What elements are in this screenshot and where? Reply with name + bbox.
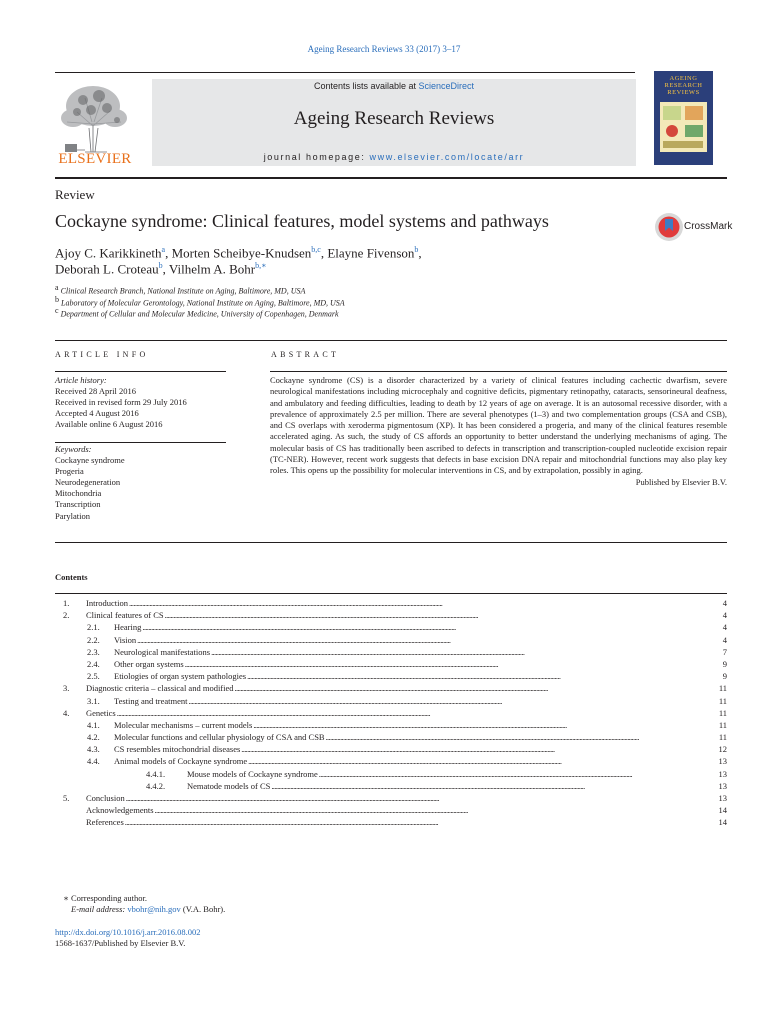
journal-homepage-link[interactable]: www.elsevier.com/locate/arr bbox=[369, 152, 525, 162]
toc-entry-title: Etiologies of organ system pathologies bbox=[114, 671, 247, 682]
toc-entry-number: 4.4.2. bbox=[146, 780, 166, 791]
keywords: Keywords: Cockayne syndrome Progeria Neurodegeneration Mitochondria Transcription Parylation bbox=[55, 444, 125, 521]
toc-entry[interactable] bbox=[55, 670, 727, 682]
toc-leader-dots bbox=[185, 658, 721, 670]
doi-block bbox=[55, 927, 201, 949]
toc-entry-title: CS resembles mitochondrial diseases bbox=[114, 744, 241, 755]
toc-leader-dots bbox=[247, 670, 721, 682]
keyword: Parylation bbox=[55, 510, 90, 521]
toc-entry-number: 2. bbox=[63, 610, 70, 621]
toc-leader-dots bbox=[211, 646, 721, 658]
toc-entry-page: 11 bbox=[718, 707, 727, 718]
toc-entry-title: Acknowledgements bbox=[86, 805, 154, 816]
toc-entry[interactable] bbox=[55, 658, 727, 670]
issn-line: 1568-1637/Published by Elsevier B.V. bbox=[55, 938, 186, 948]
toc-leader-dots bbox=[129, 597, 721, 609]
article-info-heading: ARTICLE INFO bbox=[55, 350, 149, 359]
crossmark-badge[interactable] bbox=[654, 212, 732, 242]
toc-entry-title: References bbox=[86, 817, 124, 828]
toc-entry-title: Neurological manifestations bbox=[114, 646, 211, 657]
toc-entry-page: 4 bbox=[722, 634, 727, 645]
toc-leader-dots bbox=[253, 719, 721, 731]
article-title: Cockayne syndrome: Clinical features, model systems and pathways bbox=[55, 211, 549, 231]
toc-entry-number: 2.3. bbox=[87, 646, 100, 657]
journal-reference[interactable]: Ageing Research Reviews 33 (2017) 3–17 bbox=[307, 44, 461, 54]
toc-entry-number: 4.4.1. bbox=[146, 768, 166, 779]
toc-entry[interactable] bbox=[55, 597, 727, 609]
email-link[interactable]: vbohr@nih.gov bbox=[127, 904, 181, 914]
toc-leader-dots bbox=[319, 768, 721, 780]
toc-leader-dots bbox=[326, 731, 721, 743]
toc-entry-number: 3.1. bbox=[87, 695, 100, 706]
toc-entry-title: Other organ systems bbox=[114, 658, 184, 669]
toc-entry-page: 9 bbox=[722, 658, 727, 669]
toc-entry[interactable] bbox=[55, 719, 727, 731]
abstract-bottom-rule bbox=[55, 542, 727, 543]
journal-name: Ageing Research Reviews bbox=[293, 108, 495, 129]
toc-entry[interactable] bbox=[55, 634, 727, 646]
toc-entry-title: Animal models of Cockayne syndrome bbox=[114, 756, 248, 767]
toc-entry-page: 4 bbox=[722, 598, 727, 608]
article-type: Review bbox=[55, 187, 95, 202]
toc-entry-page: 13 bbox=[718, 780, 727, 791]
toc-entry-title: Nematode models of CS bbox=[187, 780, 271, 791]
toc-entry[interactable] bbox=[55, 755, 727, 767]
author-name: Morten Scheibye-Knudsen bbox=[171, 245, 312, 261]
toc-entry-number: 1. bbox=[63, 598, 70, 608]
toc-entry-number: 4.2. bbox=[87, 732, 100, 743]
crossmark-label: CrossMark bbox=[684, 221, 733, 232]
author-affiliation-marker[interactable]: b,c bbox=[311, 245, 321, 254]
toc-entry-title: Molecular mechanisms – current models bbox=[114, 719, 253, 730]
contents-heading: Contents bbox=[55, 572, 88, 582]
article-history: Article history: Received 28 April 2016 Received in revised form 29 July 2016 Accepted 4 August 2016 Available online 6 August 2016 bbox=[55, 375, 187, 430]
author-affiliation-marker[interactable]: b bbox=[414, 245, 419, 254]
contents-rule bbox=[55, 593, 727, 594]
toc-entry-number: 4.4. bbox=[87, 756, 100, 767]
toc-leader-dots bbox=[241, 743, 721, 755]
keyword: Cockayne syndrome bbox=[55, 455, 125, 466]
keyword: Transcription bbox=[55, 499, 101, 510]
toc-entry-page: 11 bbox=[718, 695, 727, 706]
toc-entry[interactable] bbox=[55, 780, 727, 792]
toc-entry-page: 14 bbox=[718, 817, 727, 828]
toc-leader-dots bbox=[126, 792, 721, 804]
toc-entry[interactable] bbox=[55, 768, 727, 780]
article-info-rule bbox=[55, 371, 226, 372]
toc-entry-title: Testing and treatment bbox=[114, 695, 188, 706]
toc-leader-dots bbox=[235, 682, 721, 694]
toc-entry[interactable] bbox=[55, 621, 727, 633]
toc-entry-page: 12 bbox=[718, 744, 727, 755]
author-affiliation-marker[interactable]: b bbox=[158, 261, 163, 270]
toc-entry-title: Genetics bbox=[86, 707, 116, 718]
journal-homepage-line: journal homepage: www.elsevier.com/locate/arr bbox=[263, 152, 525, 162]
toc-entry[interactable] bbox=[55, 682, 727, 694]
toc-entry[interactable] bbox=[55, 695, 727, 707]
toc-entry[interactable] bbox=[55, 743, 727, 755]
keywords-rule bbox=[55, 442, 226, 443]
toc-leader-dots bbox=[189, 695, 721, 707]
toc-entry-number: 5. bbox=[63, 793, 70, 803]
toc-entry-title: Introduction bbox=[86, 598, 129, 608]
top-rule bbox=[55, 72, 635, 73]
toc-entry-page: 11 bbox=[718, 683, 727, 694]
elsevier-wordmark: ELSEVIER bbox=[58, 151, 132, 167]
corresponding-author-note: ∗ Corresponding author. E-mail address: vbohr@nih.gov (V.A. Bohr). bbox=[63, 893, 226, 914]
toc-entry-number: 2.2. bbox=[87, 634, 100, 645]
toc-entry-page: 11 bbox=[718, 732, 727, 743]
toc-entry[interactable] bbox=[55, 707, 727, 719]
toc-entry-number: 4. bbox=[63, 707, 70, 718]
toc-entry[interactable] bbox=[55, 609, 727, 621]
toc-entry-number: 3. bbox=[63, 683, 70, 694]
author-name: Ajoy C. Karikkineth bbox=[55, 245, 162, 261]
toc-leader-dots bbox=[137, 634, 721, 646]
author-affiliation-marker[interactable]: b,∗ bbox=[255, 261, 267, 270]
toc-entry-number: 2.5. bbox=[87, 671, 100, 682]
cover-title: AGEING RESEARCH REVIEWS bbox=[664, 75, 703, 96]
sciencedirect-link[interactable]: ScienceDirect bbox=[418, 81, 475, 91]
toc-entry-number: 4.3. bbox=[87, 744, 100, 755]
affiliation: $^c$ Department of Cellular and Molecular Medicine, University of Copenhagen, Denmark bbox=[55, 306, 339, 319]
toc-entry-page: 13 bbox=[718, 793, 727, 803]
toc-leader-dots bbox=[271, 780, 721, 792]
toc-entry-page: 13 bbox=[718, 768, 727, 779]
author-line-2: Deborah L. Croteau$^b$, Vilhelm A. Bohr$^{b,∗}$ bbox=[55, 261, 267, 277]
abstract-heading: ABSTRACT bbox=[271, 350, 340, 359]
toc-leader-dots bbox=[155, 804, 721, 816]
toc-entry[interactable] bbox=[55, 792, 727, 804]
toc-entry-page: 9 bbox=[722, 671, 727, 682]
toc-entry-page: 7 bbox=[722, 646, 727, 657]
toc-leader-dots bbox=[117, 707, 721, 719]
elsevier-logo bbox=[55, 78, 135, 168]
toc-entry[interactable] bbox=[55, 646, 727, 658]
header-rule bbox=[55, 177, 727, 179]
toc-entry-title: Hearing bbox=[114, 622, 142, 633]
author-line-1: Ajoy C. Karikkineth$^a$, Morten Scheibye-Knudsen$^{b,c}$, Elayne Fivenson$^b$, bbox=[55, 245, 422, 261]
doi-link[interactable]: http://dx.doi.org/10.1016/j.arr.2016.08.002 bbox=[55, 927, 201, 937]
history-item: Received in revised form 29 July 2016 bbox=[55, 397, 187, 408]
author-name: Vilhelm A. Bohr bbox=[168, 261, 256, 277]
affiliation: $^b$ Laboratory of Molecular Gerontology, National Institute on Aging, Baltimore, MD, USA bbox=[55, 295, 345, 308]
toc-entry-number: 2.4. bbox=[87, 658, 100, 669]
toc-entry[interactable] bbox=[55, 731, 727, 743]
abstract-body bbox=[270, 375, 727, 488]
toc-entry-title: Clinical features of CS bbox=[86, 610, 164, 621]
history-item: Accepted 4 August 2016 bbox=[55, 408, 139, 419]
toc-entry-page: 13 bbox=[718, 756, 727, 767]
cover-figures-icon bbox=[654, 96, 713, 165]
abstract-text: Cockayne syndrome (CS) is a disorder characterized by a variety of clinical features including cachectic dwarfism, severe neurological manifestations including microcephaly and cognitive deficits, pigmentary retinopathy, cataracts, sensorineural deafness, and ambulatory and feeding difficulties, leading to death by 12 years of age on average. It is an autosomal recessive disorder, with a prevalence of approximately 2.5 per million. There are several phenotypes (1–3) and two complementation groups (CSA and CSB), and CS overlaps with xeroderma pigmentosum (XP). It has been considered a progeria, and many of the clinical features resemble accelerated aging. As such, the study of CS affords an opportunity to better understand the underlying mechanisms of aging. The molecular basis of CS has traditionally been ascribed to defects in transcription and transcription-coupled nucleotide excision repair (TC-NER). However, recent work suggests that defects in base excision DNA repair and mitochondrial functions may also play key roles. This opens up the possibility for molecular interventions in CS, and by extrapolation, possibly in aging. bbox=[270, 375, 727, 476]
toc-entry-title: Conclusion bbox=[86, 793, 125, 803]
keyword: Progeria bbox=[55, 466, 84, 477]
keyword: Neurodegeneration bbox=[55, 477, 121, 488]
toc-entry-number: 4.1. bbox=[87, 719, 100, 730]
toc-leader-dots bbox=[165, 609, 721, 621]
author-name: Elayne Fivenson bbox=[327, 245, 415, 261]
toc-entry-title: Vision bbox=[114, 634, 137, 645]
affiliations-rule bbox=[55, 340, 727, 341]
toc-entry-page: 11 bbox=[718, 719, 727, 730]
history-item: Available online 6 August 2016 bbox=[55, 419, 163, 430]
abstract-rule bbox=[270, 371, 727, 372]
toc-entry-title: Diagnostic criteria – classical and modified bbox=[86, 683, 234, 694]
history-item: Received 28 April 2016 bbox=[55, 386, 136, 397]
toc-entry-title: Molecular functions and cellular physiology of CSA and CSB bbox=[114, 732, 325, 743]
toc-leader-dots bbox=[125, 816, 721, 828]
table-of-contents bbox=[55, 597, 727, 829]
journal-cover-thumbnail[interactable] bbox=[654, 71, 713, 165]
abstract-publisher: Published by Elsevier B.V. bbox=[635, 476, 727, 487]
toc-entry-page: 4 bbox=[722, 622, 727, 633]
crossmark-icon bbox=[654, 212, 684, 242]
author-name: Deborah L. Croteau bbox=[55, 261, 159, 277]
keyword: Mitochondria bbox=[55, 488, 102, 499]
toc-entry[interactable] bbox=[55, 804, 727, 816]
toc-entry-page: 4 bbox=[722, 610, 727, 621]
toc-entry-page: 14 bbox=[718, 805, 727, 816]
toc-entry-title: Mouse models of Cockayne syndrome bbox=[187, 768, 318, 779]
toc-leader-dots bbox=[248, 755, 721, 767]
contents-available-line: Contents lists available at ScienceDirect bbox=[313, 81, 475, 91]
toc-entry-number: 2.1. bbox=[87, 622, 100, 633]
author-affiliation-marker[interactable]: a bbox=[161, 245, 166, 254]
affiliation: $^a$ Clinical Research Branch, National Institute on Aging, Baltimore, MD, USA bbox=[55, 283, 306, 296]
toc-entry[interactable] bbox=[55, 816, 727, 828]
toc-leader-dots bbox=[142, 621, 721, 633]
